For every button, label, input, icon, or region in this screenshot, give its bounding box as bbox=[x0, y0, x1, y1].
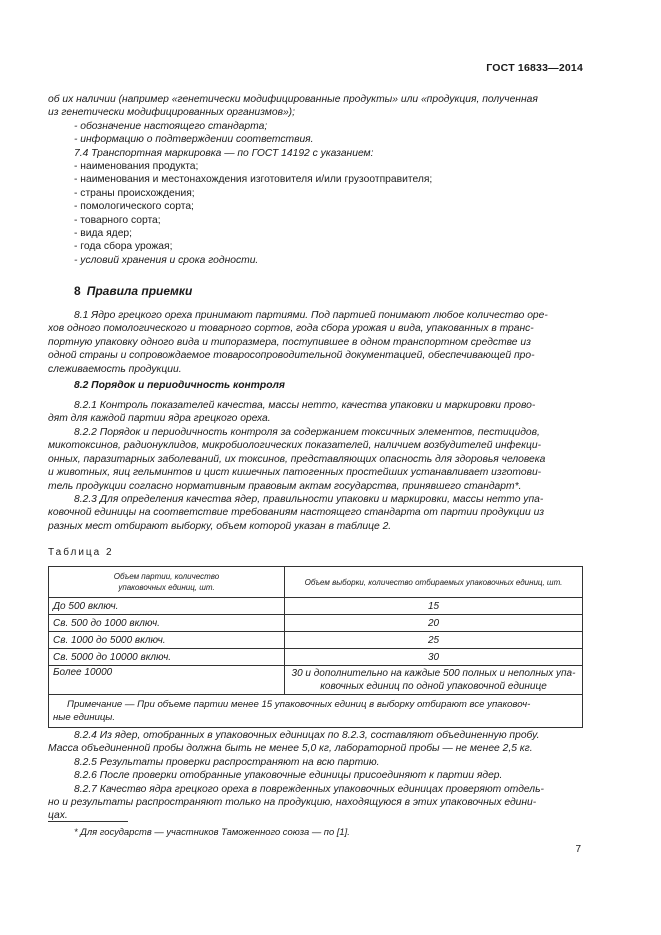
table-caption: Таблица 2 bbox=[48, 547, 114, 558]
sample-cell bbox=[285, 666, 583, 695]
table-note-row bbox=[49, 695, 583, 728]
text-line: онных, паразитарных заболеваний, их токсинов, представляющих опасность для здоровья человека bbox=[48, 453, 546, 465]
table-row bbox=[49, 649, 583, 666]
list-item: - страны происхождения; bbox=[74, 187, 195, 199]
text-line: об их наличии (например «генетически модифицированные продукты» или «продукция, полученная bbox=[48, 94, 538, 105]
lot-cell: До 500 включ. bbox=[49, 598, 285, 615]
list-item: - наименования и местонахождения изготовителя и/или грузоотправителя; bbox=[74, 174, 433, 186]
text-line: дят для каждой партии ядра грецкого ореха. bbox=[48, 413, 271, 425]
text-line: 8.2.1 Контроль показателей качества, массы нетто, качества упаковки и маркировки прово- bbox=[74, 400, 536, 411]
text-line: цах. bbox=[48, 810, 68, 822]
top-text-block bbox=[48, 93, 583, 267]
table-row bbox=[49, 598, 583, 615]
header-lot-size bbox=[49, 567, 285, 598]
lot-cell: Св. 1000 до 5000 включ. bbox=[49, 632, 285, 649]
clause-8-1 bbox=[48, 309, 583, 376]
section-heading bbox=[74, 284, 192, 298]
lot-cell: Св. 500 до 1000 включ. bbox=[49, 615, 285, 632]
document-code-header: ГОСТ 16833—2014 bbox=[486, 62, 583, 74]
text-line: микотоксинов, радионуклидов, микробиологических показателей, наличием возбудителей инфекци- bbox=[48, 440, 542, 452]
text-line: ковочной единицы на соответствие требованиям настоящего стандарта от партии продукции из bbox=[48, 507, 545, 519]
note-line: ные единицы. bbox=[53, 712, 116, 723]
table-row bbox=[49, 615, 583, 632]
lot-cell: Св. 5000 до 10000 включ. bbox=[49, 649, 285, 666]
table-row bbox=[49, 666, 583, 695]
text-line: хов одного помологического и товарного сортов, года сбора урожая и вида, упакованных в транс- bbox=[48, 323, 534, 335]
table-row bbox=[49, 632, 583, 649]
subsection-heading: 8.2 Порядок и периодичность контроля bbox=[74, 380, 285, 391]
sample-cell: 30 bbox=[285, 649, 583, 666]
header-line: Объем партии, количество bbox=[113, 572, 220, 581]
clause-8-2-2 bbox=[48, 426, 583, 493]
text-line: 8.2.4 Из ядер, отобранных в упаковочных единицах по 8.2.3, составляют объединенную пробу. bbox=[74, 730, 540, 741]
list-item: - информацию о подтверждении соответствия. bbox=[74, 134, 314, 146]
lot-cell: Более 10000 bbox=[49, 666, 285, 695]
list-item: - условий хранения и срока годности. bbox=[74, 254, 259, 266]
text-line: но и результаты распространяют только на продукцию, находящуюся в этих упаковочных едини- bbox=[48, 797, 537, 809]
section-title: Правила приемки bbox=[86, 284, 193, 298]
sample-cell: 25 bbox=[285, 632, 583, 649]
note-line: Примечание — При объеме партии менее 15 упаковочных единиц в выборку отбирают все упаковоч- bbox=[67, 699, 531, 710]
footnote-divider bbox=[48, 821, 128, 822]
list-item: - обозначение настоящего стандарта; bbox=[74, 120, 268, 132]
text-line: 8.2.6 После проверки отобранные упаковочные единицы присоединяют к партии ядер. bbox=[74, 770, 503, 782]
sample-size-table bbox=[48, 566, 583, 728]
clause-8-2-1 bbox=[48, 399, 583, 426]
sample-cell: 20 bbox=[285, 615, 583, 632]
header-sample-size: Объем выборки, количество отбираемых упаковочных единиц, шт. bbox=[285, 567, 583, 598]
text-line: слеживаемость продукции. bbox=[48, 363, 182, 375]
list-item: - помологического сорта; bbox=[74, 201, 194, 213]
clause-8-2-3 bbox=[48, 493, 583, 533]
text-line: 8.2.2 Порядок и периодичность контроля за содержанием токсичных элементов, пестицидов, bbox=[74, 427, 540, 438]
text-line: 8.1 Ядро грецкого ореха принимают партиями. Под партией понимают любое количество оре- bbox=[74, 310, 548, 321]
clause-7-4: 7.4 Транспортная маркировка — по ГОСТ 14192 с указанием: bbox=[74, 147, 374, 159]
text-line: 8.2.5 Результаты проверки распространяют на всю партию. bbox=[74, 756, 380, 768]
list-item: - наименования продукта; bbox=[74, 161, 199, 173]
list-item: - года сбора урожая; bbox=[74, 241, 173, 253]
text-line: 8.2.3 Для определения качества ядер, правильности упаковки и маркировки, массы нетто упа- bbox=[74, 494, 544, 505]
text-line: Масса объединенной пробы должна быть не менее 5,0 кг, лабораторной пробы — не менее 2,5 кг. bbox=[48, 743, 533, 755]
text-line: разных мест отбирают выборку, объем которой указан в таблице 2. bbox=[48, 520, 392, 532]
clauses-8-2-4-to-8-2-7 bbox=[48, 729, 583, 823]
section-number: 8 bbox=[74, 284, 81, 298]
text-line: и животных, яиц гельминтов и цист кишечных патогенных простейших устанавливает изготови- bbox=[48, 467, 542, 479]
table-header-row bbox=[49, 567, 583, 598]
table-note bbox=[49, 695, 583, 728]
list-item: - товарного сорта; bbox=[74, 214, 161, 226]
text-line: из генетически модифицированных организмов»); bbox=[48, 107, 295, 119]
cell-line: 30 и дополнительно на каждые 500 полных и неполных упа- bbox=[291, 668, 576, 679]
sample-cell: 15 bbox=[285, 598, 583, 615]
text-line: портную упаковку одного вида и типоразмера, поступившее в одном транспортном средстве из bbox=[48, 336, 531, 348]
header-line: упаковочных единиц, шт. bbox=[118, 583, 215, 592]
footnote: * Для государств — участников Таможенного союза — по [1]. bbox=[74, 826, 350, 837]
text-line: одной страны и сопровождаемое товаросопроводительной документацией, обеспечивающей про- bbox=[48, 350, 535, 362]
page-number: 7 bbox=[575, 844, 581, 855]
cell-line: ковочных единиц по одной упаковочной единице bbox=[320, 681, 547, 692]
text-line: тель продукции согласно нормативным правовым актам государства, принявшего стандарт*. bbox=[48, 480, 522, 492]
text-line: 8.2.7 Качество ядра грецкого ореха в поврежденных упаковочных единицах проверяют отдель- bbox=[74, 783, 544, 795]
list-item: - вида ядер; bbox=[74, 228, 133, 240]
